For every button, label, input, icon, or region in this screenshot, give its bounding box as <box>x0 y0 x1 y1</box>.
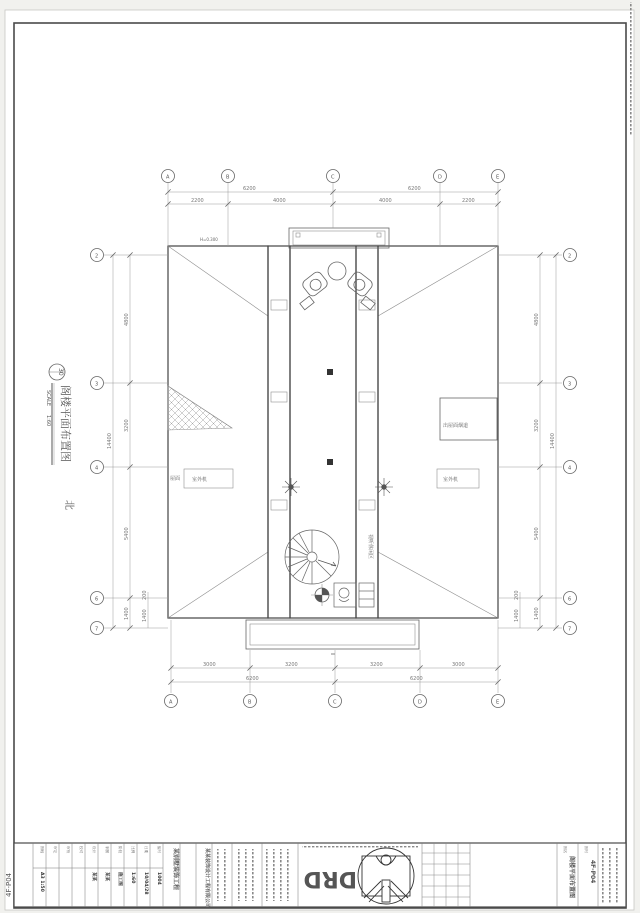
title-block <box>14 843 626 908</box>
micro-text <box>601 848 623 903</box>
dim-text: 1400 <box>514 609 520 622</box>
north-indicator: 北 <box>63 500 74 510</box>
dim-text: 6200 <box>243 186 256 192</box>
dim-text: 200 <box>514 590 520 600</box>
tb-field-label: 图幅 <box>40 846 44 854</box>
dim-text: 2200 <box>462 198 475 204</box>
axis-label: A <box>169 699 173 706</box>
axis-label: 2 <box>95 253 99 260</box>
dim-text: 4000 <box>273 198 286 204</box>
axis-label: 3 <box>95 381 99 388</box>
project-name: 某别墅装饰工程 <box>172 848 179 891</box>
dim-text: 3200 <box>124 419 130 432</box>
axis-label: C <box>333 699 337 706</box>
ac-left-label: 室外机 <box>192 477 208 483</box>
axis-label: C <box>331 174 335 181</box>
dim-text: 5400 <box>534 527 540 540</box>
axis-label: 4 <box>568 465 572 472</box>
dim-text: 6200 <box>246 676 259 682</box>
tb-field-label: 审定 <box>53 846 57 854</box>
sheet-no: 4F-P04 <box>589 860 596 884</box>
dim-text: 1400 <box>142 609 148 622</box>
dim-text: 1400 <box>124 607 130 620</box>
axis-label: E <box>496 174 500 181</box>
drawing-title: 阁楼平面布置图 <box>59 385 72 462</box>
ac-right-label: 室外机 <box>443 477 459 483</box>
axis-label: 6 <box>95 596 99 603</box>
margin-drawing-number: 4F-P04 <box>5 872 13 897</box>
dim-text: 4800 <box>124 313 130 326</box>
tb-field-label: 制图 <box>105 846 109 854</box>
tb-field-value: 1004 <box>156 872 161 885</box>
sheet-inner-border <box>14 23 626 908</box>
logo-text: DRD <box>303 866 357 891</box>
tb-field-value: A3 1:50 <box>39 872 44 892</box>
axis-label: 6 <box>568 596 572 603</box>
column-marker <box>327 459 333 465</box>
axis-label: A <box>166 174 170 181</box>
dim-text: 6200 <box>410 676 423 682</box>
scale-label: SCALE <box>45 390 51 407</box>
tb-field-label: 日期 <box>144 846 148 854</box>
detail-marker-number: 30 <box>57 368 64 376</box>
tb-field-label: 比例 <box>131 846 135 854</box>
axis-label: E <box>496 699 500 706</box>
sheet-no-label: 图号 <box>584 846 588 854</box>
dim-text: 5400 <box>124 527 130 540</box>
level-label: H=0.300 <box>200 237 218 242</box>
dim-text: 1400 <box>534 607 540 620</box>
dim-text: 14400 <box>550 433 556 449</box>
tb-field-label: 阶段 <box>118 846 122 854</box>
av-zone-label: 视听休闲区 <box>367 534 373 560</box>
dim-text: 4800 <box>534 313 540 326</box>
flue-label: 出屋面烟道 <box>443 423 469 429</box>
dim-text: 6200 <box>408 186 421 192</box>
axis-label: 3 <box>568 381 572 388</box>
tb-field-value: 某某 <box>91 872 96 882</box>
micro-text <box>266 849 294 901</box>
dim-text: 3200 <box>285 662 298 668</box>
axis-label: B <box>248 699 252 706</box>
tb-field-label: 审核 <box>66 846 70 854</box>
margin-notes-texture <box>629 2 637 136</box>
roof-label: 屋面 <box>170 476 181 482</box>
dim-text: 3000 <box>203 662 216 668</box>
sheet-name: 阁楼平面布置图 <box>568 856 575 899</box>
column-marker <box>327 369 333 375</box>
dim-text: 14400 <box>107 433 113 449</box>
micro-text <box>302 846 418 850</box>
dim-text: 4000 <box>379 198 392 204</box>
dim-text: 2200 <box>191 198 204 204</box>
dim-text: 200 <box>142 590 148 600</box>
sheet-name-label: 图名 <box>563 846 567 854</box>
tb-field-label: 编号 <box>157 846 161 854</box>
tb-field-value: 某某 <box>104 872 109 882</box>
micro-text <box>215 849 229 901</box>
axis-label: D <box>438 174 442 181</box>
tb-field-value: 1:60 <box>130 872 135 884</box>
scale-value: 1:60 <box>45 415 51 427</box>
axis-label: 7 <box>568 626 572 633</box>
axis-label: B <box>226 174 230 181</box>
company-name: 某某装饰设计工程有限公司 <box>204 848 210 909</box>
dim-text: 3200 <box>534 419 540 432</box>
axis-label: 2 <box>568 253 572 260</box>
axis-label: D <box>418 699 422 706</box>
micro-text <box>236 849 258 901</box>
dim-text: 3000 <box>452 662 465 668</box>
tb-field-label: 设计 <box>92 846 96 854</box>
tb-field-value: 施工图 <box>117 872 122 886</box>
tb-field-value: 10/04/28 <box>143 872 148 895</box>
dim-text: 3200 <box>370 662 383 668</box>
axis-label: 4 <box>95 465 99 472</box>
tb-field-label: 校对 <box>79 846 83 854</box>
axis-label: 7 <box>95 626 99 633</box>
